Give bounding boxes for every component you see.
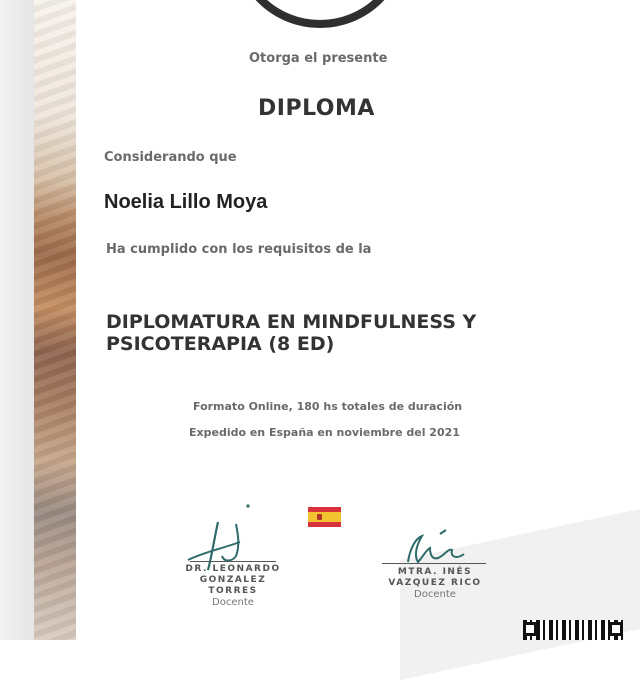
signature-2-name-line-1: MTRA. INÉS xyxy=(397,567,473,577)
course-title-line-2: PSICOTERAPIA (8 ED) xyxy=(106,333,335,355)
signature-1-name-line-2: GONZALEZ xyxy=(199,575,267,585)
recipient-name: Noelia Lillo Moya xyxy=(104,191,268,213)
signature-2-handwriting xyxy=(400,528,472,568)
signature-2-name xyxy=(380,567,490,589)
issued-text: Expedido en España en noviembre del 2021 xyxy=(189,426,460,439)
signature-1-name xyxy=(178,564,288,597)
spain-flag-icon xyxy=(308,507,341,527)
grants-text: Otorga el presente xyxy=(249,51,388,66)
course-title-line-1: DIPLOMATURA EN MINDFULNESS Y xyxy=(106,311,477,333)
page-edge xyxy=(0,0,34,640)
qr-code-icon xyxy=(523,620,623,640)
signature-2-role: Docente xyxy=(414,589,456,600)
signature-1-name-line-3: TORRES xyxy=(208,586,258,596)
course-title xyxy=(106,311,476,355)
format-text: Formato Online, 180 hs totales de duración xyxy=(193,400,463,413)
considering-text: Considerando que xyxy=(104,150,237,165)
fulfilled-text: Ha cumplido con los requisitos de la xyxy=(106,242,372,257)
signature-1-line xyxy=(190,561,276,562)
signature-2-line xyxy=(382,563,486,564)
seal-ring xyxy=(232,0,408,28)
signature-2-name-line-2: VAZQUEZ RICO xyxy=(388,578,482,588)
signature-1-role: Docente xyxy=(212,597,254,608)
side-landscape-photo xyxy=(34,0,76,640)
signature-1-name-line-1: DR. LEONARDO xyxy=(185,564,281,574)
document-title: DIPLOMA xyxy=(258,96,375,121)
